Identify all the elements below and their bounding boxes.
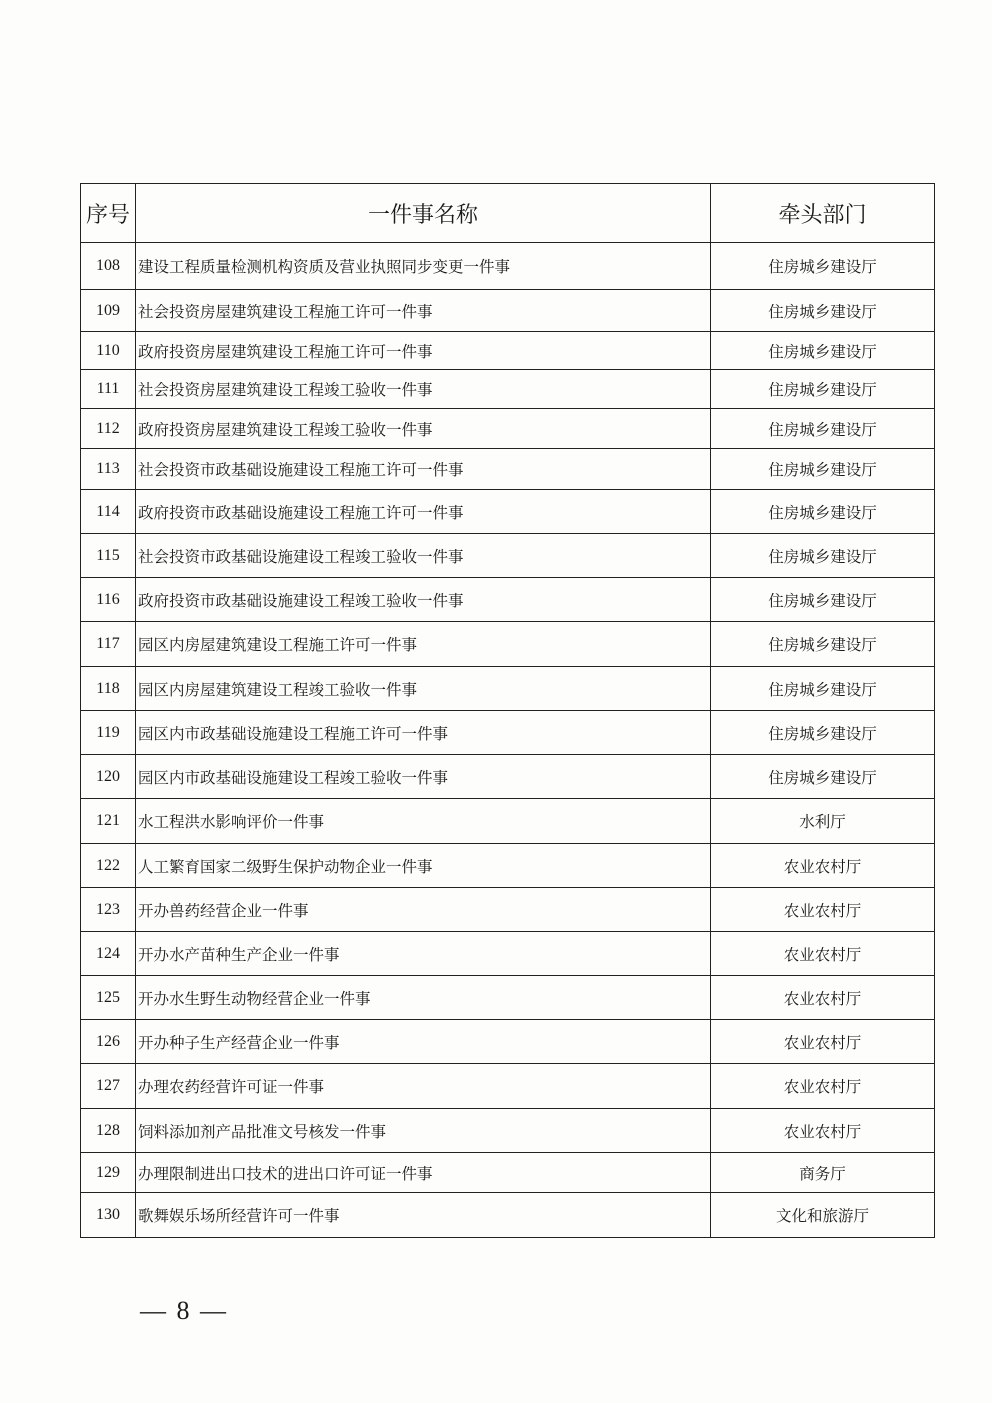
row-lead-department: 住房城乡建设厅	[711, 243, 935, 290]
row-lead-department: 住房城乡建设厅	[711, 449, 935, 490]
table-row	[81, 711, 935, 755]
row-item-name: 人工繁育国家二级野生保护动物企业一件事	[136, 844, 711, 888]
row-item-name: 政府投资房屋建筑建设工程施工许可一件事	[136, 332, 711, 370]
row-serial-number: 127	[81, 1064, 136, 1109]
row-item-name: 开办水生野生动物经营企业一件事	[136, 976, 711, 1020]
row-item-name: 建设工程质量检测机构资质及营业执照同步变更一件事	[136, 243, 711, 290]
table-row	[81, 409, 935, 449]
table-row	[81, 799, 935, 844]
table-row	[81, 1064, 935, 1109]
row-item-name: 园区内房屋建筑建设工程竣工验收一件事	[136, 667, 711, 711]
row-item-name: 水工程洪水影响评价一件事	[136, 799, 711, 844]
table-row	[81, 932, 935, 976]
items-table	[80, 183, 935, 1238]
row-lead-department: 住房城乡建设厅	[711, 290, 935, 332]
row-lead-department: 住房城乡建设厅	[711, 409, 935, 449]
row-lead-department: 住房城乡建设厅	[711, 622, 935, 667]
header-serial-number: 序号	[81, 184, 136, 243]
row-lead-department: 住房城乡建设厅	[711, 534, 935, 578]
row-serial-number: 123	[81, 888, 136, 932]
row-item-name: 政府投资房屋建筑建设工程竣工验收一件事	[136, 409, 711, 449]
table-row	[81, 1153, 935, 1193]
table-header-row	[81, 184, 935, 243]
row-item-name: 开办种子生产经营企业一件事	[136, 1020, 711, 1064]
header-item-name: 一件事名称	[136, 184, 711, 243]
row-lead-department: 农业农村厅	[711, 888, 935, 932]
row-item-name: 社会投资房屋建筑建设工程竣工验收一件事	[136, 370, 711, 409]
table-row	[81, 534, 935, 578]
row-lead-department: 商务厅	[711, 1153, 935, 1193]
row-item-name: 政府投资市政基础设施建设工程施工许可一件事	[136, 490, 711, 534]
table-row	[81, 332, 935, 370]
table-row	[81, 844, 935, 888]
row-serial-number: 114	[81, 490, 136, 534]
row-lead-department: 住房城乡建设厅	[711, 370, 935, 409]
row-serial-number: 115	[81, 534, 136, 578]
row-serial-number: 108	[81, 243, 136, 290]
table-row	[81, 449, 935, 490]
row-serial-number: 116	[81, 578, 136, 622]
row-lead-department: 农业农村厅	[711, 976, 935, 1020]
row-item-name: 开办兽药经营企业一件事	[136, 888, 711, 932]
row-serial-number: 119	[81, 711, 136, 755]
row-item-name: 社会投资市政基础设施建设工程施工许可一件事	[136, 449, 711, 490]
row-item-name: 社会投资房屋建筑建设工程施工许可一件事	[136, 290, 711, 332]
row-lead-department: 农业农村厅	[711, 932, 935, 976]
row-lead-department: 住房城乡建设厅	[711, 490, 935, 534]
row-serial-number: 109	[81, 290, 136, 332]
row-serial-number: 124	[81, 932, 136, 976]
table-row	[81, 667, 935, 711]
row-item-name: 开办水产苗种生产企业一件事	[136, 932, 711, 976]
table-row	[81, 622, 935, 667]
row-serial-number: 118	[81, 667, 136, 711]
row-lead-department: 住房城乡建设厅	[711, 332, 935, 370]
row-lead-department: 住房城乡建设厅	[711, 578, 935, 622]
row-lead-department: 水利厅	[711, 799, 935, 844]
row-lead-department: 农业农村厅	[711, 1020, 935, 1064]
table-row	[81, 976, 935, 1020]
page-number: — 8 —	[140, 1296, 228, 1325]
row-lead-department: 住房城乡建设厅	[711, 667, 935, 711]
row-item-name: 政府投资市政基础设施建设工程竣工验收一件事	[136, 578, 711, 622]
row-lead-department: 住房城乡建设厅	[711, 711, 935, 755]
table-row	[81, 1193, 935, 1238]
row-serial-number: 113	[81, 449, 136, 490]
row-serial-number: 110	[81, 332, 136, 370]
row-item-name: 园区内市政基础设施建设工程施工许可一件事	[136, 711, 711, 755]
row-serial-number: 121	[81, 799, 136, 844]
row-lead-department: 住房城乡建设厅	[711, 755, 935, 799]
row-lead-department: 农业农村厅	[711, 1109, 935, 1153]
table-row	[81, 888, 935, 932]
row-serial-number: 128	[81, 1109, 136, 1153]
table-body	[81, 243, 935, 1238]
table-row	[81, 290, 935, 332]
row-item-name: 办理限制进出口技术的进出口许可证一件事	[136, 1153, 711, 1193]
table-row	[81, 1020, 935, 1064]
row-item-name: 饲料添加剂产品批准文号核发一件事	[136, 1109, 711, 1153]
row-item-name: 歌舞娱乐场所经营许可一件事	[136, 1193, 711, 1238]
row-serial-number: 130	[81, 1193, 136, 1238]
row-serial-number: 120	[81, 755, 136, 799]
row-serial-number: 125	[81, 976, 136, 1020]
table-row	[81, 490, 935, 534]
table-row	[81, 370, 935, 409]
row-item-name: 办理农药经营许可证一件事	[136, 1064, 711, 1109]
row-lead-department: 农业农村厅	[711, 1064, 935, 1109]
header-lead-department: 牵头部门	[711, 184, 935, 243]
row-serial-number: 117	[81, 622, 136, 667]
row-serial-number: 111	[81, 370, 136, 409]
row-serial-number: 126	[81, 1020, 136, 1064]
table-row	[81, 578, 935, 622]
row-serial-number: 122	[81, 844, 136, 888]
row-item-name: 园区内市政基础设施建设工程竣工验收一件事	[136, 755, 711, 799]
table-row	[81, 1109, 935, 1153]
row-serial-number: 129	[81, 1153, 136, 1193]
table-row	[81, 243, 935, 290]
row-item-name: 园区内房屋建筑建设工程施工许可一件事	[136, 622, 711, 667]
row-item-name: 社会投资市政基础设施建设工程竣工验收一件事	[136, 534, 711, 578]
row-serial-number: 112	[81, 409, 136, 449]
row-lead-department: 农业农村厅	[711, 844, 935, 888]
table-row	[81, 755, 935, 799]
row-lead-department: 文化和旅游厅	[711, 1193, 935, 1238]
